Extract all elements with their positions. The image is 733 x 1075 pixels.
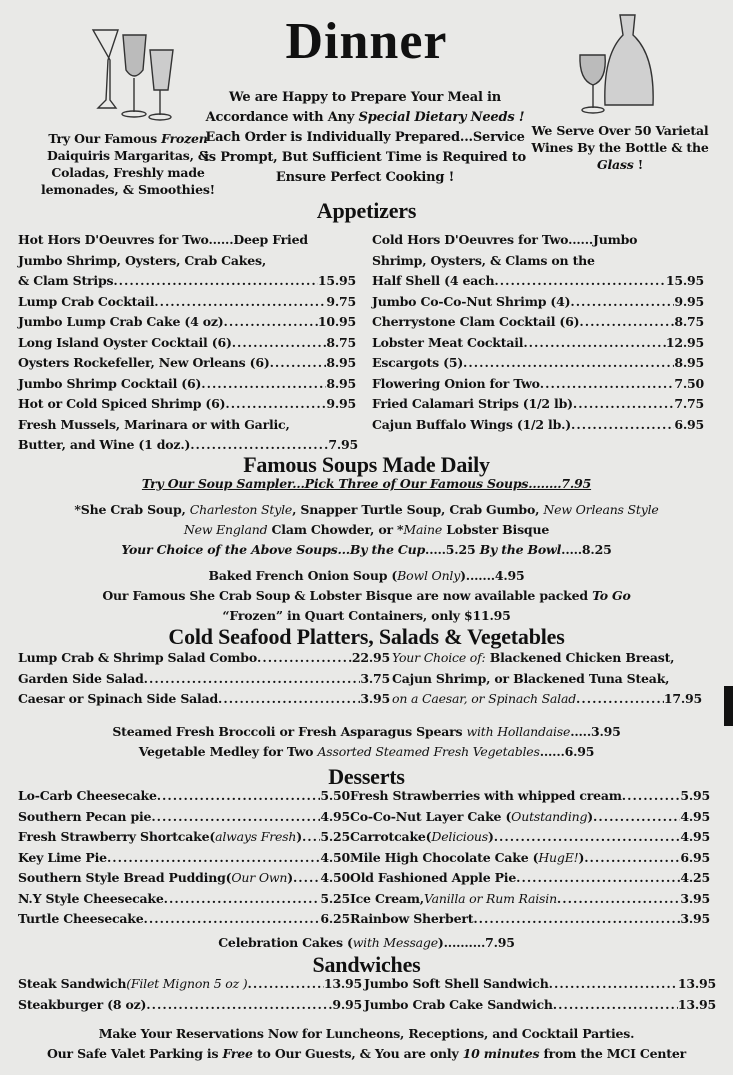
item-name: Steak Sandwich (18, 976, 127, 991)
leader-dots (584, 848, 680, 869)
item-price: 22.95 (351, 650, 390, 665)
item-name: Rainbow Sherbert (350, 911, 474, 926)
item-price: 10.95 (317, 314, 356, 329)
menu-item (18, 848, 350, 869)
menu-item (18, 312, 356, 333)
item-price: 7.50 (674, 375, 704, 391)
item-price: 5.50 (320, 788, 350, 803)
item-price: 4.95 (680, 829, 710, 844)
item-price: 6.95 (680, 849, 710, 865)
item-note-close: ) (287, 870, 293, 885)
footer: Make Your Reservations Now for Luncheons, Receptions, and Cocktail Parties. Our Safe Valet Parking is Free to Our Guests, & You are only 10 minutes from the MCI Center (46, 1026, 687, 1061)
item-name: Fresh Strawberry Shortcake( (18, 829, 216, 844)
item-price: 3.95 (680, 911, 710, 926)
leader-dots (570, 292, 674, 313)
menu-item (350, 889, 710, 910)
menu-item (350, 807, 710, 828)
leader-dots (107, 848, 320, 869)
item-price: 13.95 (677, 996, 716, 1012)
item-name: Carrotcake( (350, 829, 432, 844)
leader-dots (113, 271, 318, 292)
sandwiches-left (18, 974, 362, 1015)
menu-item (372, 333, 704, 354)
menu-item (18, 909, 350, 930)
item-note: (Filet Mignon 5 oz ) (126, 976, 248, 991)
menu-item (18, 807, 350, 828)
item-note-close: ) (587, 808, 594, 824)
menu-item (372, 415, 704, 436)
item-note: always Fresh (215, 829, 297, 844)
item-name: Lump Crab Cocktail (18, 293, 155, 309)
leader-dots (144, 909, 321, 930)
page-title: Dinner (285, 13, 448, 70)
menu-item (18, 648, 390, 669)
item-price: 4.95 (680, 808, 710, 824)
item-price: 7.75 (674, 396, 704, 411)
leader-dots (571, 415, 674, 436)
item-note: Our Own (231, 870, 288, 885)
desserts-left (18, 786, 350, 930)
menu-item: Butter, and Wine (1 doz.) ..... 7.95 (18, 435, 358, 456)
leader-dots (201, 374, 326, 395)
leader-dots (232, 333, 327, 354)
menu-item (364, 995, 716, 1016)
wine-note: We Serve Over 50 Varietal Wines By the Bottle & the Glass ! (531, 123, 709, 172)
menu-item (372, 312, 704, 333)
menu-item (18, 669, 390, 690)
item-name: Oysters Rockefeller, New Orleans (6) (18, 355, 270, 370)
leader-dots (144, 669, 361, 690)
menu-item (18, 353, 356, 374)
leader-dots (146, 995, 332, 1016)
menu-item (18, 689, 390, 710)
item-name: Long Island Oyster Cocktail (6) (18, 334, 232, 350)
leader-dots (549, 974, 678, 995)
item-price: 5.95 (680, 788, 710, 803)
item-price: 5.25 (320, 890, 350, 906)
cold-seafood-right: Your Choice of: Blackened Chicken Breast, Cajun Shrimp, or Blackened Tuna Steak, on a Caesar, or Spinach Salad ..... 17.95 (392, 648, 702, 710)
menu-item (18, 374, 356, 395)
item-name: N.Y Style Cheesecake (18, 890, 164, 906)
appetizers-left-column (18, 230, 356, 456)
menu-item (372, 292, 704, 313)
menu-item (372, 394, 704, 415)
menu-item (18, 974, 362, 995)
item-price: 9.95 (326, 396, 356, 411)
item-price: 13.95 (323, 976, 362, 991)
leader-dots (293, 868, 320, 889)
frozen-drinks-note: Try Our Famous Frozen Daiquiris Margaritas, & Coladas, Freshly made lemonades, & Smoothies! (41, 131, 215, 197)
item-price: 3.95 (680, 890, 710, 906)
leader-dots (218, 689, 360, 710)
menu-item (18, 333, 356, 354)
sandwiches-heading: Sandwiches (312, 952, 421, 977)
item-price: 3.95 (360, 691, 390, 706)
item-price: 4.50 (320, 870, 350, 885)
leader-dots (579, 312, 674, 333)
menu-item (18, 394, 356, 415)
item-name: Steakburger (8 oz) (18, 996, 147, 1012)
leader-dots (164, 889, 321, 910)
menu-item (18, 995, 362, 1016)
leader-dots (622, 786, 681, 807)
item-name: Cherrystone Clam Cocktail (6) (372, 314, 580, 329)
leader-dots (557, 889, 680, 910)
item-price: 8.95 (326, 355, 356, 370)
item-price: 13.95 (677, 976, 716, 991)
menu-item (350, 827, 710, 848)
leader-dots (540, 374, 675, 395)
soup-sampler: Try Our Soup Sampler...Pick Three of Our Famous Soups........7.95 (141, 476, 592, 491)
item-price: 8.75 (326, 334, 356, 350)
cold-seafood-heading: Cold Seafood Platters, Salads & Vegetables (168, 624, 565, 649)
vegetables: Steamed Fresh Broccoli or Fresh Asparagus Spears with Hollandaise.....3.95 Vegetable Medley for Two Assorted Steamed Fresh Vegetables......6.95 (112, 724, 621, 759)
leader-dots (593, 807, 680, 828)
item-price: 5.25 (320, 829, 350, 844)
menu-item (18, 292, 356, 313)
menu-item (18, 889, 350, 910)
soups-heading: Famous Soups Made Daily (243, 452, 490, 477)
item-note-close: ) (487, 829, 494, 844)
menu-item (18, 868, 350, 889)
cold-hors-doeuvres-line1: Cold Hors D'Oeuvres for Two......Jumbo (372, 232, 638, 247)
item-name: Hot or Cold Spiced Shrimp (6) (18, 396, 226, 411)
item-note: Delicious (431, 829, 488, 844)
menu-item (18, 786, 350, 807)
item-note-close: ) (578, 849, 585, 865)
leader-dots (247, 974, 323, 995)
item-name: Southern Style Bread Pudding( (18, 870, 232, 885)
item-name: Lo-Carb Cheesecake (18, 788, 157, 803)
item-name: Lump Crab & Shrimp Salad Combo (18, 650, 257, 665)
item-price: 12.95 (665, 334, 704, 350)
item-note: Outstanding (511, 808, 588, 824)
leader-dots (473, 909, 680, 930)
item-name: Old Fashioned Apple Pie (350, 870, 517, 885)
page-edge-mark (724, 686, 733, 726)
cold-seafood-left (18, 648, 390, 710)
leader-dots (494, 271, 665, 292)
sandwiches-right (364, 974, 716, 1015)
item-price: 4.50 (320, 849, 350, 865)
item-name: Southern Pecan pie (18, 808, 152, 824)
menu-item (350, 909, 710, 930)
item-note-close: ) (296, 829, 302, 844)
leader-dots (523, 333, 666, 354)
hot-hors-doeuvres-line2: Jumbo Shrimp, Oysters, Crab Cakes, (18, 252, 266, 268)
leader-dots (151, 807, 320, 828)
item-price: 8.75 (674, 314, 704, 329)
appetizers-heading: Appetizers (316, 198, 417, 223)
item-price: 6.95 (674, 416, 704, 432)
item-price: 9.95 (332, 996, 362, 1012)
item-note: HugE! (538, 849, 579, 865)
item-name: Fried Calamari Strips (1/2 lb) (372, 396, 573, 411)
item-name: Turtle Cheesecake (18, 911, 144, 926)
item-price: 4.95 (320, 808, 350, 824)
leader-dots (553, 995, 678, 1016)
item-name: Cajun Buffalo Wings (1/2 lb.) (372, 416, 572, 432)
leader-dots (573, 394, 675, 415)
appetizers-right-column (372, 230, 704, 435)
leader-dots (225, 394, 326, 415)
item-name: & Clam Strips (18, 273, 114, 288)
soup-list: *She Crab Soup, Charleston Style, Snapper Turtle Soup, Crab Gumbo, New Orleans Style New England Clam Chowder, or *Maine Lobster Bisque Your Choice of the Above Soups...By the Cup.....5.25 By the Bowl.....8.25 Baked French Onion Soup (Bowl Only).......4.95 Our Famous She Crab Soup & Lobster Bisque are now available packed To Go “Frozen” in Quart Containers, only $11.95 (74, 502, 659, 623)
leader-dots (302, 827, 320, 848)
celebration-cakes: Celebration Cakes (with Message)..........7.95 (218, 935, 515, 950)
item-name: Escargots (5) (372, 355, 464, 370)
intro-text: We are Happy to Prepare Your Meal in Accordance with Any Special Dietary Needs ! Each Order is Individually Prepared...Service is Prompt, But Sufficient Time is Required to Ensure Perfect Cooking ! (204, 90, 526, 185)
menu-item (18, 271, 356, 292)
leader-dots (157, 786, 321, 807)
item-price: 3.75 (360, 670, 390, 686)
menu-item (372, 353, 704, 374)
cold-hors-doeuvres-line2: Shrimp, Oysters, & Clams on the (372, 252, 595, 268)
item-name: Flowering Onion for Two (372, 375, 540, 391)
desserts-right (350, 786, 710, 930)
item-price: 15.95 (665, 273, 704, 288)
item-name: Key Lime Pie (18, 849, 107, 865)
item-name: Mile High Chocolate Cake ( (350, 849, 539, 865)
item-name: Lobster Meat Cocktail (372, 334, 524, 350)
leader-dots (463, 353, 674, 374)
item-name: Jumbo Co-Co-Nut Shrimp (4) (372, 293, 571, 309)
mussels-line1: Fresh Mussels, Marinara or with Garlic, (18, 416, 290, 432)
menu-item (350, 868, 710, 889)
item-price: 9.95 (674, 293, 704, 309)
menu-item (372, 271, 704, 292)
desserts-heading: Desserts (328, 764, 405, 789)
menu-item (18, 827, 350, 848)
item-name: Jumbo Crab Cake Sandwich (364, 996, 553, 1012)
item-price: 8.95 (326, 375, 356, 391)
menu-item (350, 786, 710, 807)
leader-dots (270, 353, 327, 374)
menu-item (350, 848, 710, 869)
item-price: 6.25 (320, 911, 350, 926)
item-name: Garden Side Salad (18, 670, 144, 686)
item-name: Caesar or Spinach Side Salad (18, 691, 219, 706)
menu-item (372, 374, 704, 395)
leader-dots (494, 827, 681, 848)
item-name: Jumbo Shrimp Cocktail (6) (18, 375, 202, 391)
leader-dots (257, 648, 352, 669)
item-name: Half Shell (4 each (372, 273, 495, 288)
item-name: Fresh Strawberries with whipped cream (350, 788, 622, 803)
item-price: 8.95 (674, 355, 704, 370)
item-price: 4.25 (680, 870, 710, 885)
item-price: 9.75 (326, 293, 356, 309)
leader-dots (154, 292, 326, 313)
hot-hors-doeuvres-line1: Hot Hors D'Oeuvres for Two......Deep Fried (18, 232, 308, 247)
item-price: 15.95 (317, 273, 356, 288)
item-name: Co-Co-Nut Layer Cake ( (350, 808, 512, 824)
menu-item (364, 974, 716, 995)
item-name: Jumbo Soft Shell Sandwich (364, 976, 549, 991)
leader-dots (516, 868, 680, 889)
leader-dots (224, 312, 318, 333)
item-note: Vanilla or Rum Raisin (423, 890, 557, 906)
item-name: Ice Cream, (350, 890, 424, 906)
item-name: Jumbo Lump Crab Cake (4 oz) (18, 314, 224, 329)
